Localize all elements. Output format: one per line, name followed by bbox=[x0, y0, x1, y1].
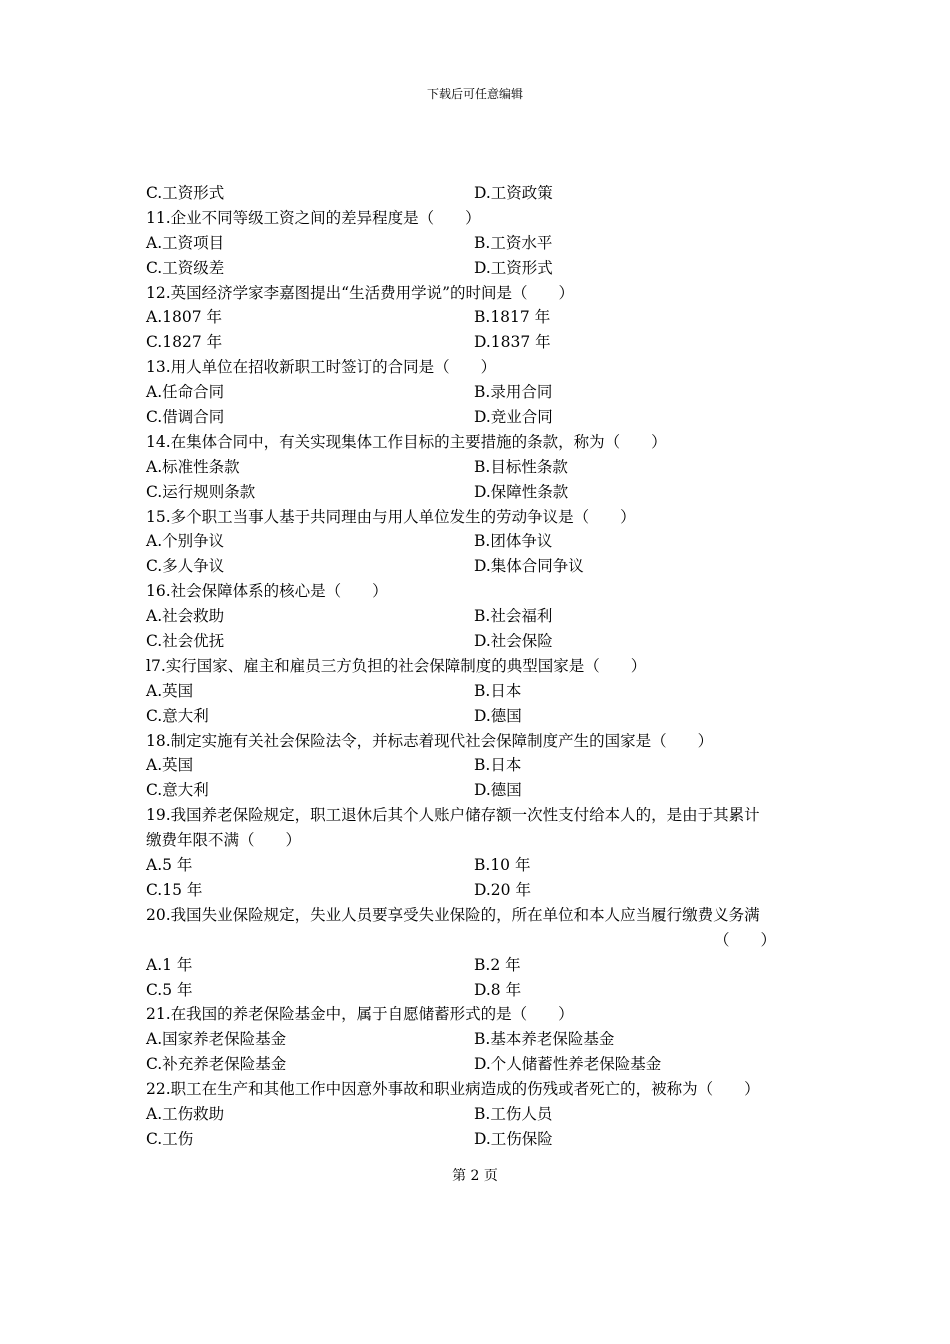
question-text: 16.社会保障体系的核心是（ ） bbox=[146, 582, 388, 601]
option-text: A.国家养老保险基金 bbox=[146, 1030, 287, 1049]
option-text: A.个别争议 bbox=[146, 532, 225, 551]
option-text: D.德国 bbox=[474, 706, 522, 725]
option-row bbox=[146, 978, 806, 1003]
option-text: B.日本 bbox=[474, 756, 522, 775]
option-row bbox=[146, 778, 806, 803]
option-text: C.补充养老保险基金 bbox=[146, 1055, 287, 1074]
option-text: C.运行规则条款 bbox=[146, 482, 256, 501]
option-text: B.日本 bbox=[474, 681, 522, 700]
option-text: C.工资形式 bbox=[146, 184, 225, 202]
option-row bbox=[146, 305, 806, 330]
question-text: 14.在集体合同中，有关实现集体工作目标的主要措施的条款，称为（ ） bbox=[146, 432, 667, 451]
question-text: 13.用人单位在招收新职工时签订的合同是（ ） bbox=[146, 358, 497, 377]
question-text: 11.企业不同等级工资之间的差异程度是（ ） bbox=[146, 208, 481, 227]
question-text: 15.多个职工当事人基于共同理由与用人单位发生的劳动争议是（ ） bbox=[146, 507, 636, 526]
option-text: A.标准性条款 bbox=[146, 457, 240, 476]
question-text: 缴费年限不满（ ） bbox=[146, 831, 302, 850]
option-row bbox=[146, 256, 806, 281]
option-text: C.社会优抚 bbox=[146, 632, 225, 651]
option-text: A.工资项目 bbox=[146, 233, 225, 252]
option-row bbox=[146, 480, 806, 505]
option-text: D.集体合同争议 bbox=[474, 557, 584, 576]
question-text: l7.实行国家、雇主和雇员三方负担的社会保障制度的典型国家是（ ） bbox=[146, 656, 647, 675]
option-row bbox=[146, 679, 806, 704]
option-text: B.目标性条款 bbox=[474, 457, 568, 476]
option-text: C.意大利 bbox=[146, 706, 209, 725]
question-text: 21.在我国的养老保险基金中，属于自愿储蓄形式的是（ ） bbox=[146, 1005, 574, 1024]
question-text: 18.制定实施有关社会保险法令，并标志着现代社会保障制度产生的国家是（ ） bbox=[146, 731, 714, 750]
option-text: D.社会保险 bbox=[474, 632, 553, 651]
option-row bbox=[146, 1102, 806, 1127]
question-text: 12.英国经济学家李嘉图提出“生活费用学说”的时间是（ ） bbox=[146, 283, 575, 302]
question-text: 20.我国失业保险规定，失业人员要享受失业保险的，所在单位和本人应当履行缴费义务满 bbox=[146, 905, 760, 924]
option-text: D.20 年 bbox=[474, 880, 531, 899]
option-text: B.录用合同 bbox=[474, 383, 553, 402]
option-row bbox=[146, 953, 806, 978]
option-text: C.工伤 bbox=[146, 1129, 194, 1148]
option-row bbox=[146, 554, 806, 579]
option-text: B.工资水平 bbox=[474, 233, 553, 252]
option-text: B.社会福利 bbox=[474, 607, 553, 626]
option-text: A.英国 bbox=[146, 681, 194, 700]
option-row bbox=[146, 529, 806, 554]
option-text: D.保障性条款 bbox=[474, 482, 569, 501]
option-row bbox=[146, 1052, 806, 1077]
option-row bbox=[146, 604, 806, 629]
option-text: A.英国 bbox=[146, 756, 194, 775]
page-number: 第 2 页 bbox=[452, 1168, 498, 1184]
option-row bbox=[146, 380, 806, 405]
option-row bbox=[146, 853, 806, 878]
option-text: A.1 年 bbox=[146, 955, 193, 974]
option-text: D.8 年 bbox=[474, 980, 522, 999]
option-text: A.工伤救助 bbox=[146, 1104, 225, 1123]
page-header: 下载后可任意编辑 bbox=[426, 87, 523, 101]
option-row bbox=[146, 1027, 806, 1052]
option-text: A.任命合同 bbox=[146, 383, 225, 402]
question-list bbox=[146, 181, 806, 1152]
option-text: D.工伤保险 bbox=[474, 1129, 553, 1148]
option-text: D.1837 年 bbox=[474, 333, 551, 352]
option-text: B.10 年 bbox=[474, 856, 531, 875]
option-text: B.1817 年 bbox=[474, 308, 551, 327]
option-row bbox=[146, 753, 806, 778]
option-row bbox=[146, 405, 806, 430]
option-row bbox=[146, 455, 806, 480]
option-text: C.多人争议 bbox=[146, 557, 225, 576]
option-row bbox=[146, 1127, 806, 1152]
question-text: 22.职工在生产和其他工作中因意外事故和职业病造成的伤残或者死亡的，被称为（ ） bbox=[146, 1080, 760, 1099]
option-text: A.1807 年 bbox=[146, 308, 222, 327]
option-row bbox=[146, 181, 806, 206]
option-row bbox=[146, 231, 806, 256]
option-text: C.15 年 bbox=[146, 880, 203, 899]
option-text: D.工资形式 bbox=[474, 258, 553, 277]
option-row bbox=[146, 878, 806, 903]
option-text: B.2 年 bbox=[474, 955, 521, 974]
option-row bbox=[146, 629, 806, 654]
option-text: A.社会救助 bbox=[146, 607, 225, 626]
option-text: A.5 年 bbox=[146, 856, 193, 875]
option-text: B.基本养老保险基金 bbox=[474, 1030, 615, 1049]
option-text: B.团体争议 bbox=[474, 532, 553, 551]
option-row bbox=[146, 704, 806, 729]
question-text: 19.我国养老保险规定，职工退休后其个人账户储存额一次性支付给本人的，是由于其累计 bbox=[146, 806, 760, 825]
option-text: C.工资级差 bbox=[146, 258, 225, 277]
option-text: C.意大利 bbox=[146, 781, 209, 800]
question-text: （ ） bbox=[713, 930, 776, 949]
option-row bbox=[146, 330, 806, 355]
option-text: C.5 年 bbox=[146, 980, 193, 999]
option-text: D.个人储蓄性养老保险基金 bbox=[474, 1055, 662, 1074]
option-text: D.竞业合同 bbox=[474, 408, 553, 427]
option-text: D.工资政策 bbox=[474, 184, 553, 202]
option-text: B.工伤人员 bbox=[474, 1104, 553, 1123]
option-text: C.借调合同 bbox=[146, 408, 225, 427]
option-text: C.1827 年 bbox=[146, 333, 223, 352]
option-text: D.德国 bbox=[474, 781, 522, 800]
